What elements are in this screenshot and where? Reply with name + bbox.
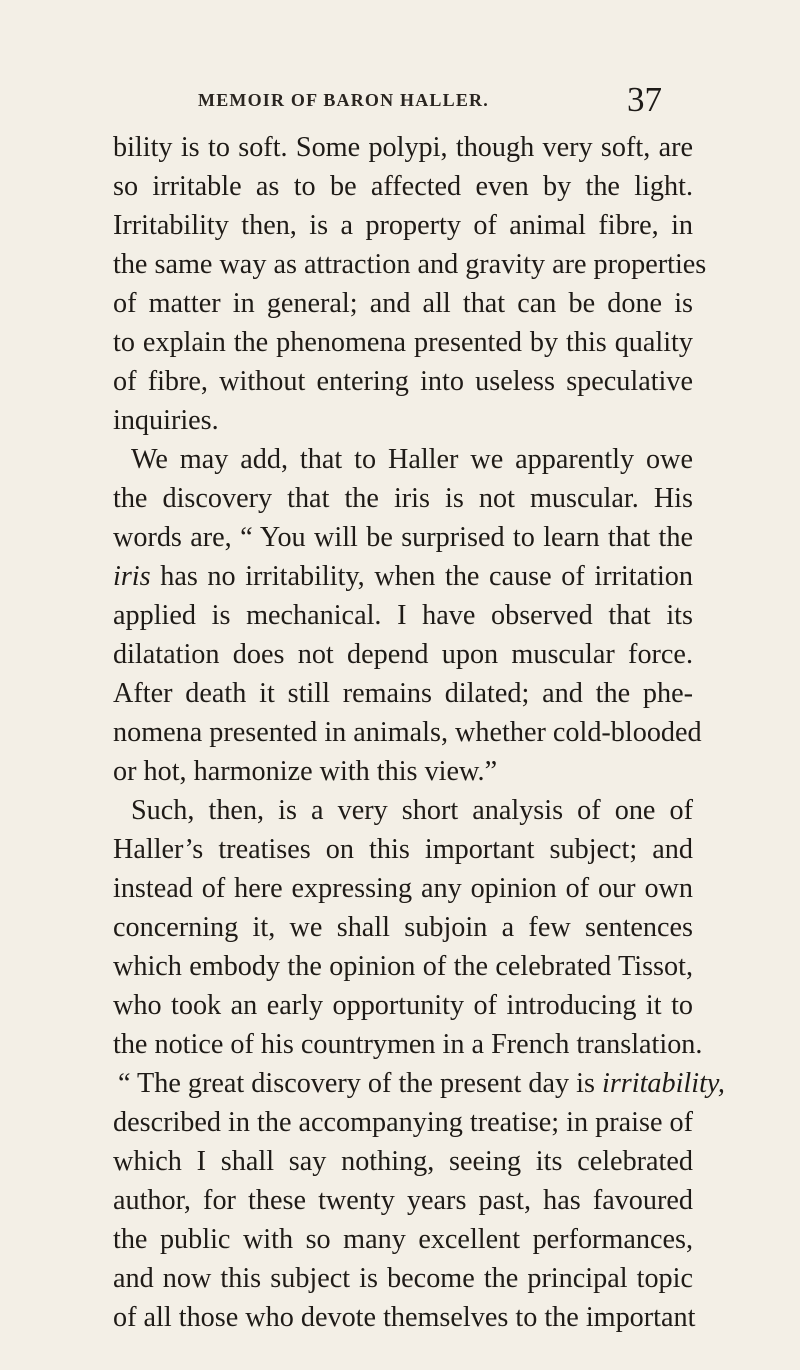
text-line: so irritable as to be affected even by the light. — [113, 171, 693, 202]
italic-word: iris — [113, 561, 151, 592]
running-head — [0, 80, 800, 124]
text-line: to explain the phenomena presented by this quality — [113, 327, 693, 358]
text-line: the same way as attraction and gravity are properties — [113, 249, 707, 280]
text-line: which I shall say nothing, seeing its celebrated — [113, 1146, 693, 1177]
line-start: “ The great discovery of the present day is — [118, 1068, 602, 1099]
running-title: MEMOIR OF BARON HALLER. — [198, 90, 489, 110]
text-line — [118, 1066, 725, 1102]
text-line: who took an early opportunity of introducing it to — [113, 990, 693, 1021]
text-line: described in the accompanying treatise; in praise of — [113, 1107, 693, 1138]
text-line: of all those who devote themselves to the important — [113, 1302, 696, 1333]
text-line: and now this subject is become the principal topic — [113, 1263, 693, 1294]
text-line: Haller’s treatises on this important subject; and — [113, 834, 693, 865]
text-line: the notice of his countrymen in a French translation. — [113, 1029, 703, 1060]
text-line: the discovery that the iris is not muscular. His — [113, 483, 693, 514]
page-number: 37 — [627, 80, 662, 119]
text-line: of fibre, without entering into useless speculative — [113, 366, 693, 397]
text-line: We may add, that to Haller we apparently owe — [131, 444, 693, 475]
line-remainder: has no irritability, when the cause of irritation — [150, 561, 693, 592]
text-line: applied is mechanical. I have observed that its — [113, 600, 693, 631]
italic-word: irritability, — [601, 1068, 725, 1099]
text-line: bility is to soft. Some polypi, though very soft, are — [113, 132, 693, 163]
text-line: dilatation does not depend upon muscular force. — [113, 639, 693, 670]
text-line: nomena presented in animals, whether cold-blooded — [113, 717, 702, 748]
text-line: author, for these twenty years past, has favoured — [113, 1185, 693, 1216]
text-line: concerning it, we shall subjoin a few sentences — [113, 912, 693, 943]
text-line: or hot, harmonize with this view.” — [113, 756, 498, 787]
text-line: Irritability then, is a property of animal fibre, in — [113, 210, 693, 241]
text-line: of matter in general; and all that can be done is — [113, 288, 693, 319]
text-line: Such, then, is a very short analysis of one of — [131, 795, 693, 826]
text-line: which embody the opinion of the celebrated Tissot, — [113, 951, 693, 982]
text-line — [113, 559, 693, 595]
text-line: After death it still remains dilated; and the phe- — [113, 678, 693, 709]
text-line: instead of here expressing any opinion of our own — [113, 873, 693, 904]
text-line: words are, “ You will be surprised to learn that the — [113, 522, 693, 553]
text-line: inquiries. — [113, 405, 219, 436]
text-line: the public with so many excellent performances, — [113, 1224, 693, 1255]
